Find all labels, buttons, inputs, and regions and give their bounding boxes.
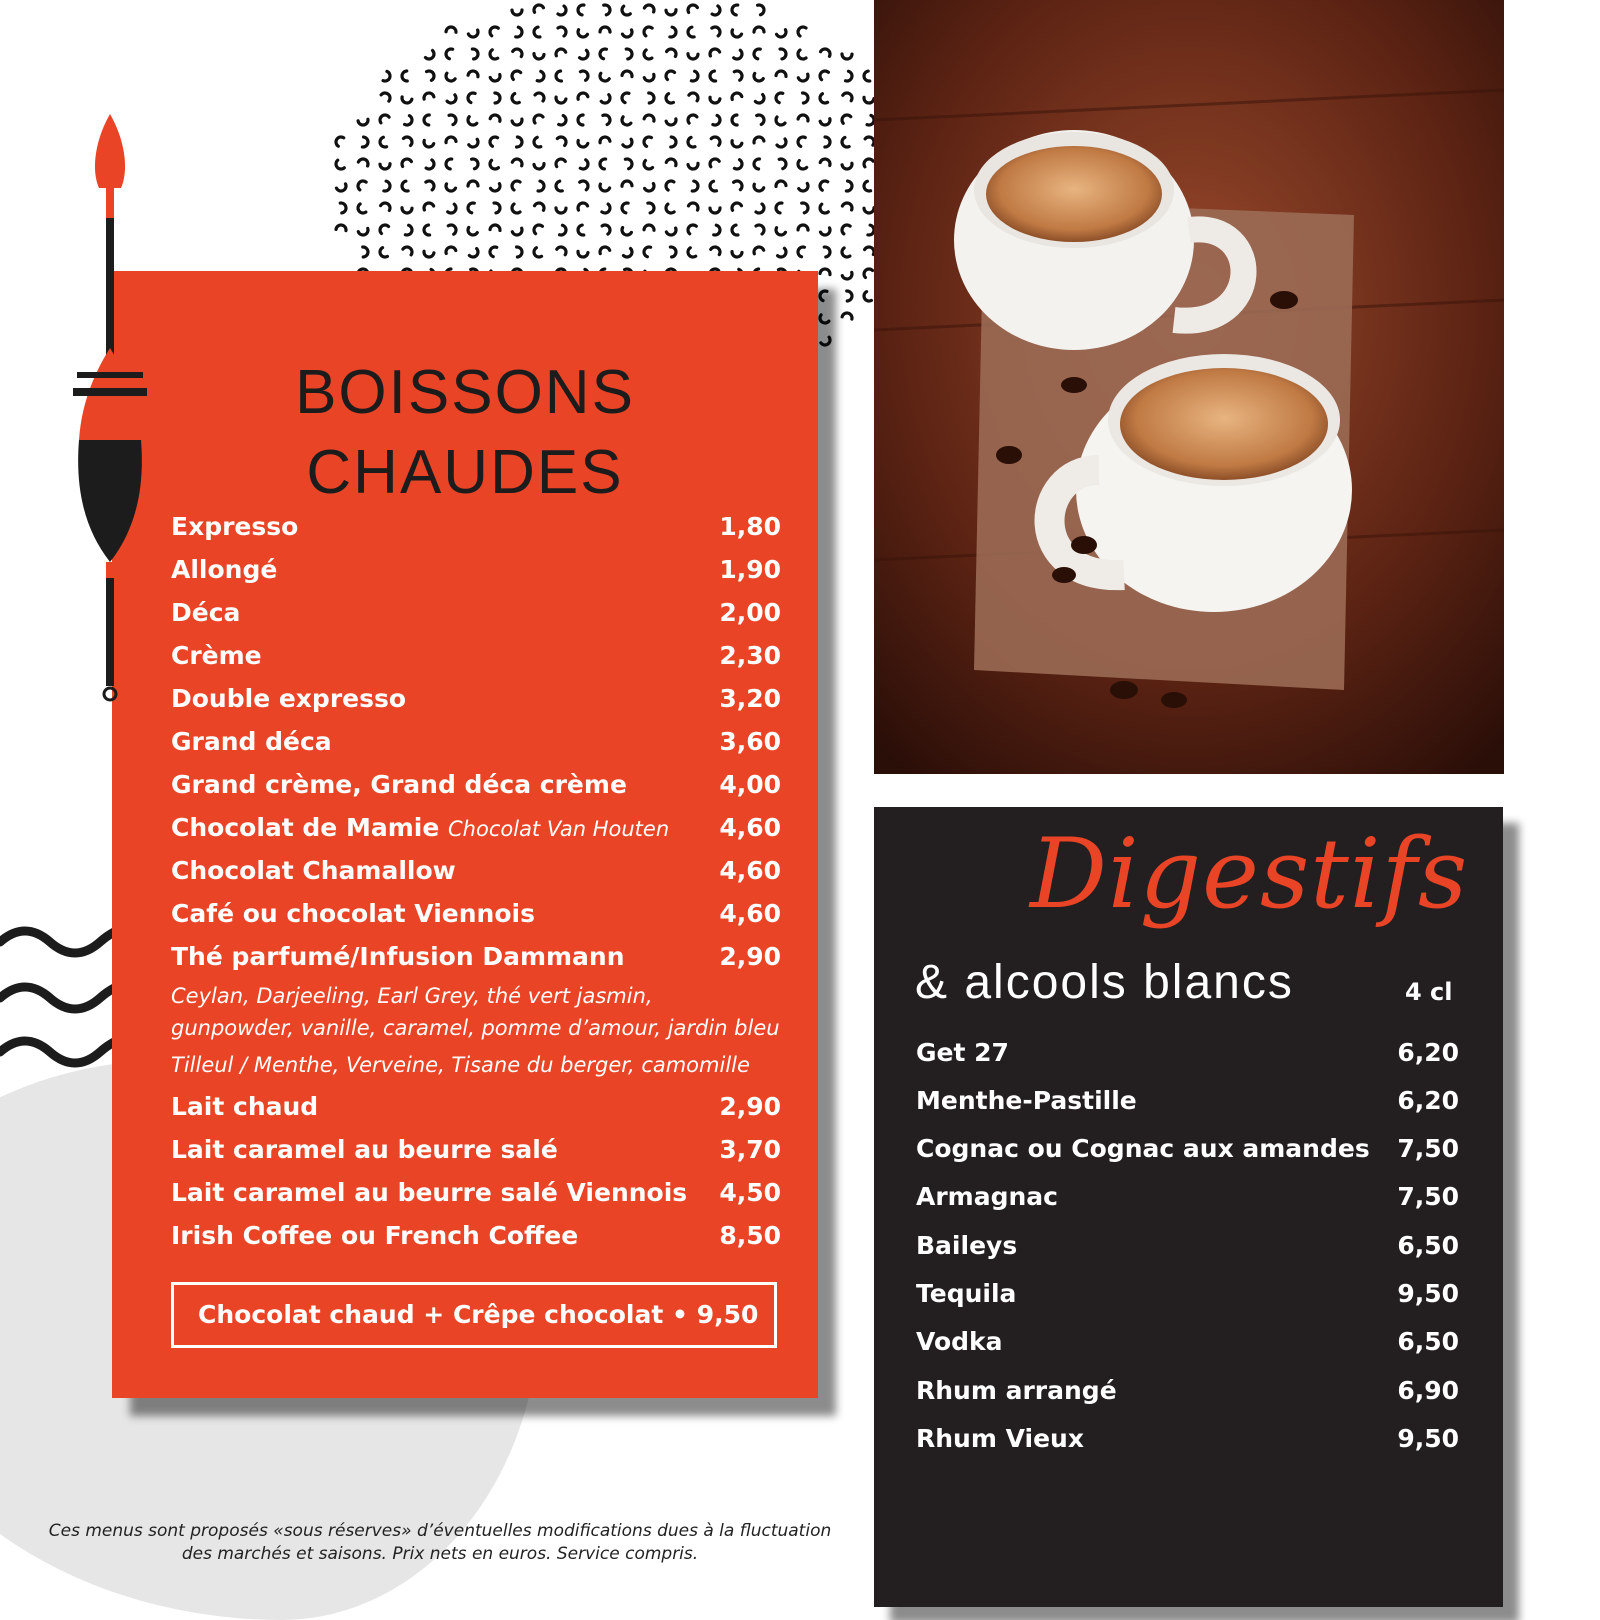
item-price: 2,90: [719, 942, 781, 971]
menu-item: [916, 1272, 1459, 1316]
item-name: [171, 808, 669, 849]
item-name: Lait caramel au beurre salé Viennois: [171, 1178, 688, 1207]
item-name-main: Chocolat de Mamie: [171, 813, 440, 842]
item-name: Irish Coffee ou French Coffee: [171, 1221, 579, 1250]
menu-item: [171, 593, 781, 633]
footer-line: Ces menus sont proposés «sous réserves» d’éventuelles modifications dues à la fluctuation: [48, 1521, 832, 1541]
item-name: Tequila: [916, 1279, 1017, 1308]
item-name: Lait chaud: [171, 1092, 319, 1121]
item-name: Double expresso: [171, 684, 407, 713]
item-name: Rhum arrangé: [916, 1376, 1117, 1405]
menu-item: [916, 1417, 1459, 1461]
item-price: 6,20: [1397, 1038, 1459, 1067]
item-price: 6,50: [1397, 1327, 1459, 1356]
item-subtitle: Chocolat Van Houten: [448, 817, 670, 841]
item-price: 4,60: [719, 856, 781, 885]
item-name: Déca: [171, 598, 241, 627]
item-price: 6,90: [1397, 1376, 1459, 1405]
item-name: Café ou chocolat Viennois: [171, 899, 535, 928]
coffee-photo-illustration: [874, 0, 1504, 774]
menu-item: [916, 1224, 1459, 1268]
menu-item: [171, 722, 781, 762]
footer-line: des marchés et saisons. Prix nets en euros. Service compris.: [181, 1544, 699, 1564]
item-price: 7,50: [1397, 1182, 1459, 1211]
coffee-cups-photo: [874, 0, 1504, 774]
item-price: 6,20: [1397, 1086, 1459, 1115]
item-price: 2,30: [719, 641, 781, 670]
item-price: 7,50: [1397, 1134, 1459, 1163]
item-name: Armagnac: [916, 1182, 1058, 1211]
menu-item: [171, 550, 781, 590]
hot-drinks-title-line2: CHAUDES: [306, 438, 624, 507]
item-price: 4,60: [719, 899, 781, 928]
item-price: 9,50: [1397, 1279, 1459, 1308]
item-price: 4,60: [719, 813, 781, 842]
item-name: Grand crème, Grand déca crème: [171, 770, 627, 799]
item-price: 6,50: [1397, 1231, 1459, 1260]
menu-item: [171, 636, 781, 676]
promo-box: Chocolat chaud + Crêpe chocolat • 9,50: [171, 1282, 777, 1348]
tea-list-note: Ceylan, Darjeeling, Earl Grey, thé vert jasmin,: [171, 984, 653, 1008]
menu-item: [171, 1130, 781, 1170]
menu-item: [171, 507, 781, 547]
item-name: Thé parfumé/Infusion Dammann: [171, 942, 625, 971]
item-name: Lait caramel au beurre salé: [171, 1135, 558, 1164]
digestifs-title: Digestifs: [1030, 818, 1469, 930]
item-name: Allongé: [171, 555, 278, 584]
item-price: 4,50: [719, 1178, 781, 1207]
infusion-list-note: Tilleul / Menthe, Verveine, Tisane du berger, camomille: [171, 1053, 750, 1077]
item-price: 3,20: [719, 684, 781, 713]
menu-item: [916, 1031, 1459, 1075]
item-price: 3,60: [719, 727, 781, 756]
item-name: Grand déca: [171, 727, 332, 756]
menu-item: [171, 679, 781, 719]
item-price: 3,70: [719, 1135, 781, 1164]
hot-drinks-title-line1: BOISSONS: [295, 358, 635, 427]
item-name: Rhum Vieux: [916, 1424, 1084, 1453]
menu-item: [916, 1320, 1459, 1364]
menu-item: [916, 1079, 1459, 1123]
item-price: 8,50: [719, 1221, 781, 1250]
item-price: 2,90: [719, 1092, 781, 1121]
menu-item: [916, 1369, 1459, 1413]
menu-item: [171, 808, 781, 848]
menu-item: [171, 765, 781, 805]
menu-item: [916, 1175, 1459, 1219]
item-price: 9,50: [1397, 1424, 1459, 1453]
digestifs-subtitle: & alcools blancs: [915, 956, 1294, 1009]
item-price: 2,00: [719, 598, 781, 627]
item-name: Menthe-Pastille: [916, 1086, 1137, 1115]
footer-disclaimer: [30, 1520, 850, 1566]
digestifs-unit: 4 cl: [1405, 978, 1453, 1006]
menu-item: [171, 937, 781, 977]
item-name: Expresso: [171, 512, 299, 541]
tea-list-note: gunpowder, vanille, caramel, pomme d’amour, jardin bleu: [171, 1016, 780, 1040]
item-name: Baileys: [916, 1231, 1018, 1260]
menu-item: [916, 1127, 1459, 1171]
menu-item: [171, 1216, 781, 1256]
item-name: Vodka: [916, 1327, 1003, 1356]
item-name: Chocolat Chamallow: [171, 856, 456, 885]
item-price: 4,00: [719, 770, 781, 799]
item-name: Crème: [171, 641, 262, 670]
menu-item: [171, 1087, 781, 1127]
item-name: Get 27: [916, 1038, 1009, 1067]
item-price: 1,90: [719, 555, 781, 584]
menu-item: [171, 851, 781, 891]
item-price: 1,80: [719, 512, 781, 541]
menu-item: [171, 1173, 781, 1213]
menu-item: [171, 894, 781, 934]
item-name: Cognac ou Cognac aux amandes: [916, 1134, 1370, 1163]
